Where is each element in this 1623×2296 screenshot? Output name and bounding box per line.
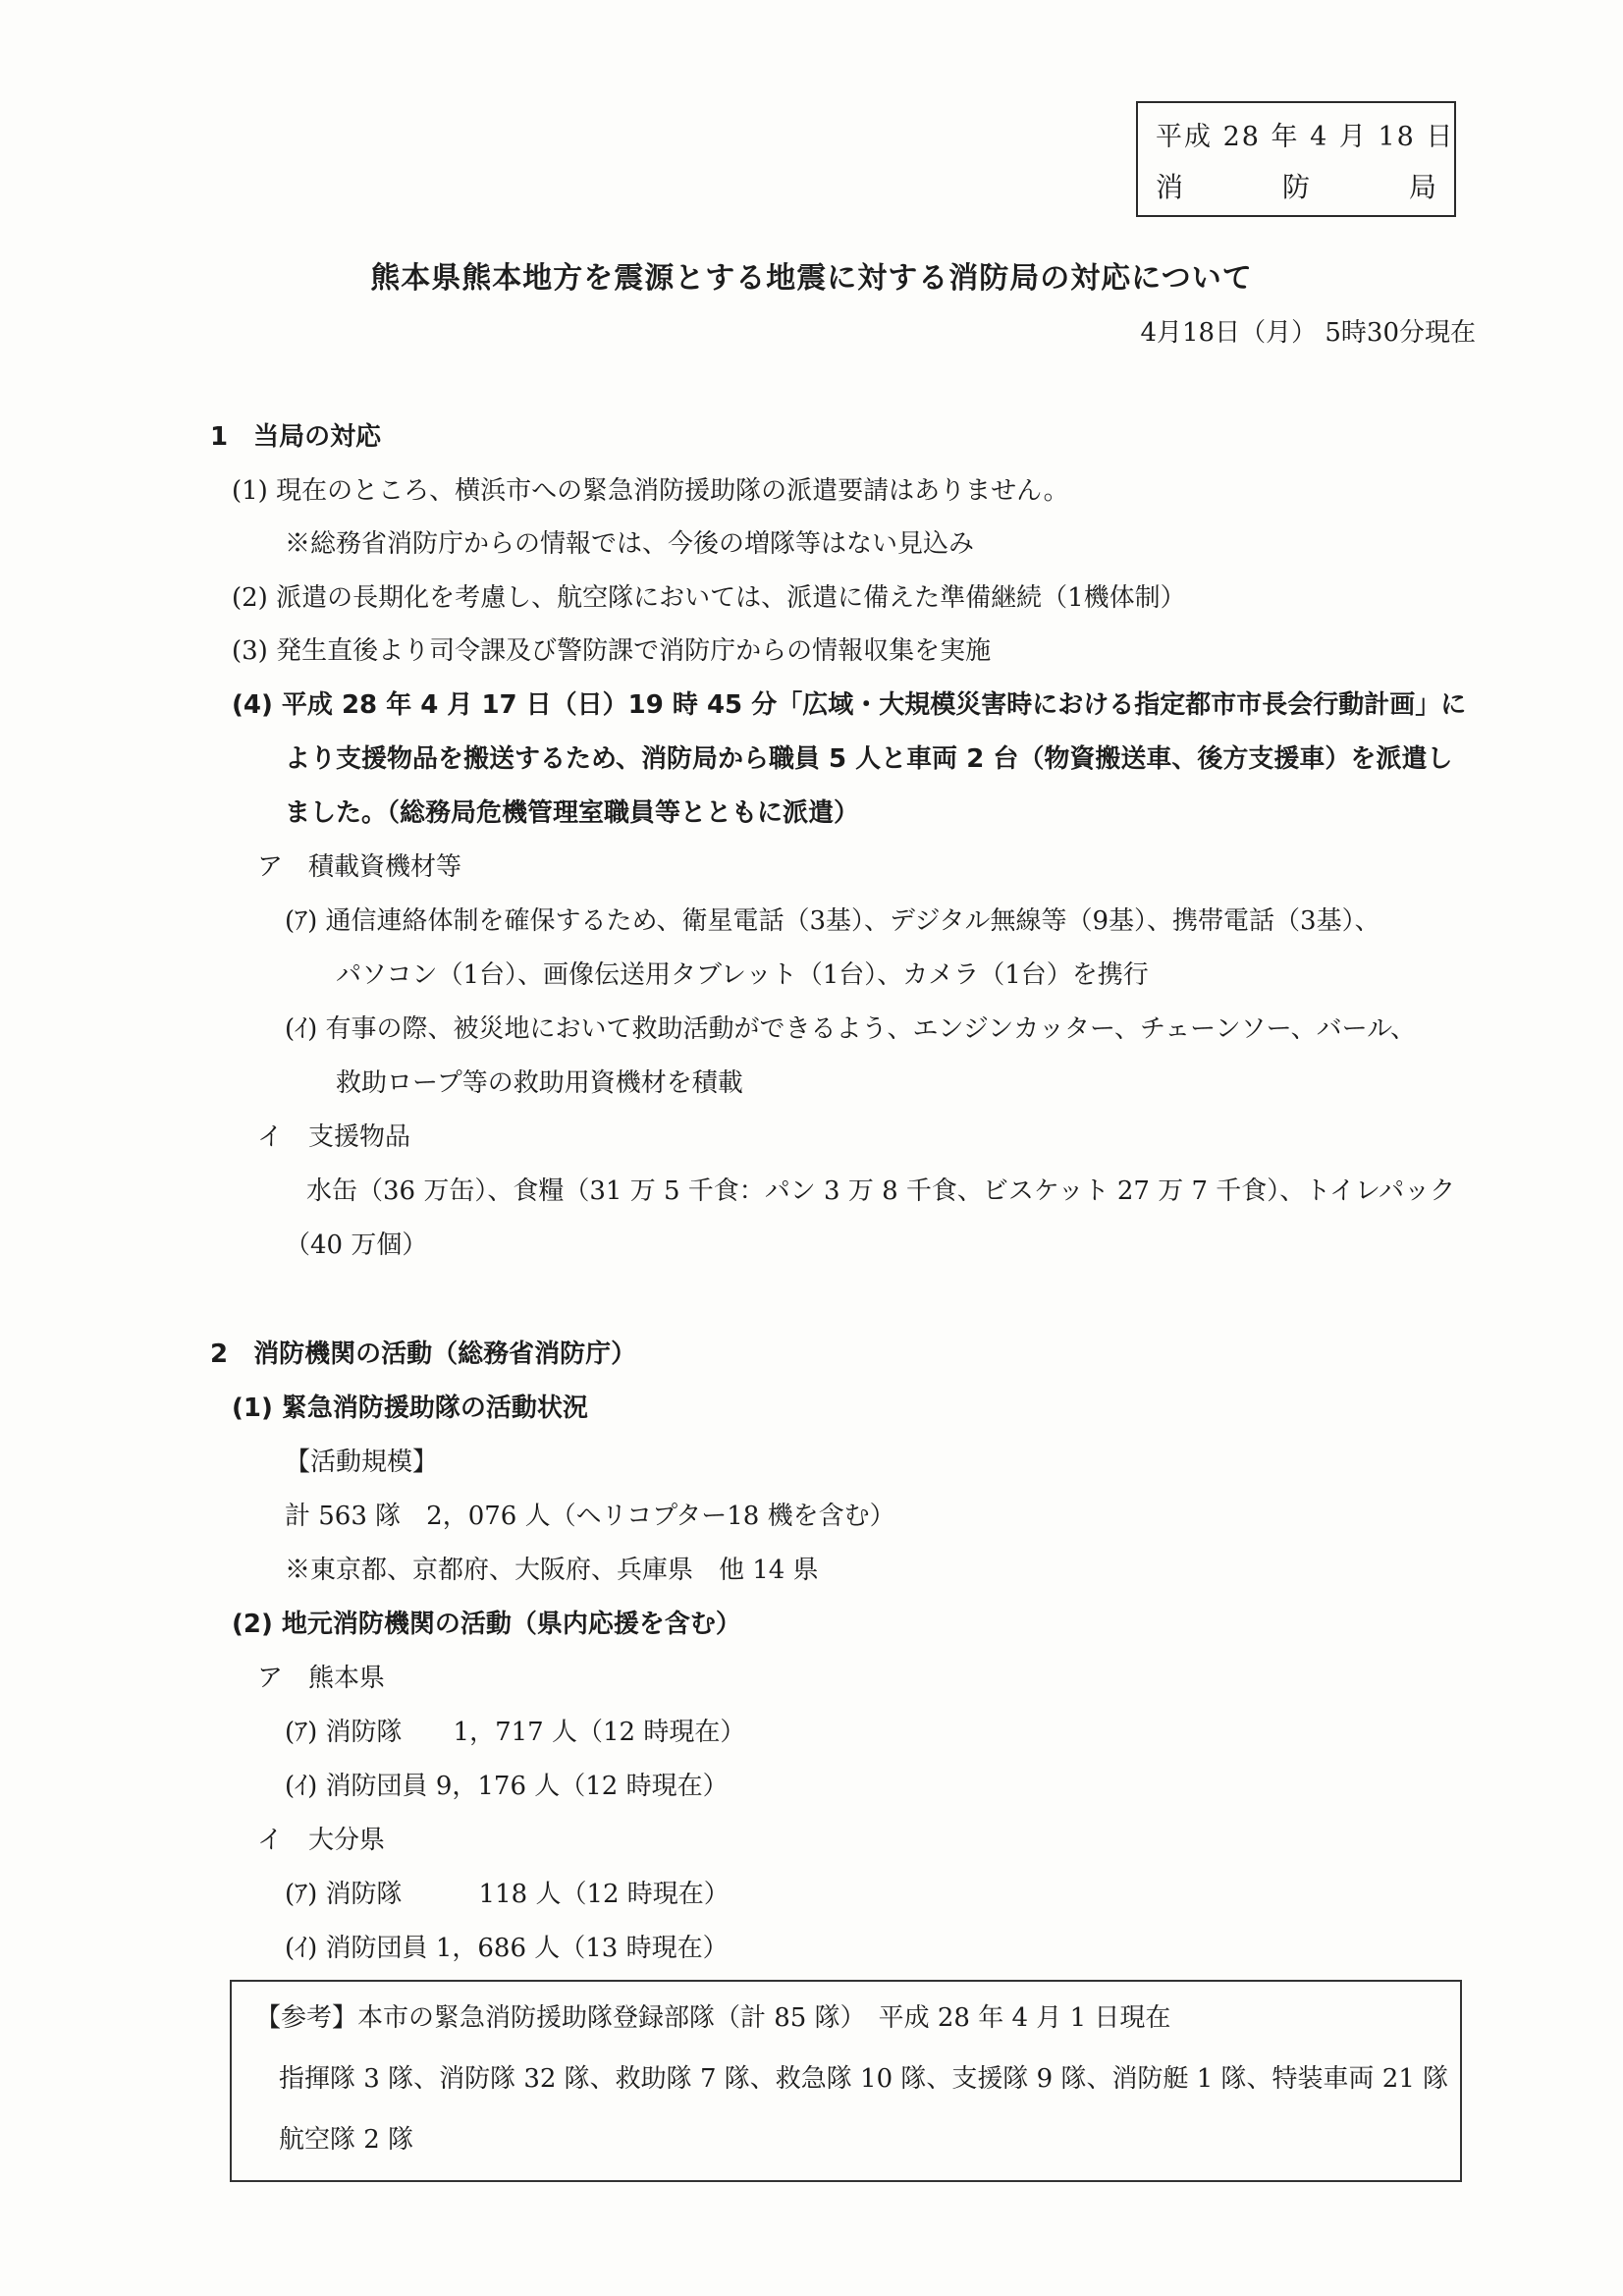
reference-line2: 指揮隊 3 隊、消防隊 32 隊、救助隊 7 隊、救急隊 10 隊、支援隊 9 隊、消防艇 1 隊、特装車両 21 隊 bbox=[279, 2064, 1449, 2094]
section1-item1-note: ※総務省消防庁からの情報では、今後の増隊等はない見込み bbox=[285, 529, 975, 559]
section1-item2: (2) 派遣の長期化を考慮し、航空隊においては、派遣に備えた準備継続（1機体制） bbox=[232, 583, 1186, 613]
document-title: 熊本県熊本地方を震源とする地震に対する消防局の対応について bbox=[370, 261, 1253, 296]
subsection-a-item2-line2: 救助ロープ等の救助用資機材を積載 bbox=[336, 1068, 743, 1098]
subsection-a-item2-line1: (ｲ) 有事の際、被災地において救助活動ができるよう、エンジンカッター、チェーンソー、バール、 bbox=[285, 1014, 1417, 1044]
kumamoto-fire-brigade: (ｱ) 消防隊 1，717 人（12 時現在） bbox=[285, 1718, 746, 1747]
section1-heading: 1 当局の対応 bbox=[210, 422, 382, 452]
kumamoto-fire-volunteers: (ｲ) 消防団員 9，176 人（12 時現在） bbox=[285, 1772, 729, 1801]
section1-item4-line2: より支援物品を搬送するため、消防局から職員 5 人と車両 2 台（物資搬送車、後方支援車）を派遣し bbox=[285, 744, 1453, 774]
section1-item4-line1: (4) 平成 28 年 4 月 17 日（日）19 時 45 分「広域・大規模災害時における指定都市市長会行動計画」に bbox=[232, 690, 1467, 720]
section2-heading: 2 消防機関の活動（総務省消防庁） bbox=[210, 1339, 637, 1369]
issue-date: 平成 28 年 4 月 18 日 bbox=[1156, 122, 1455, 152]
support-goods-line1: 水缶（36 万缶）、食糧（31 万 5 千食：パン 3 万 8 千食、ビスケット 27 万 7 千食）、トイレパック bbox=[306, 1176, 1456, 1206]
subsection-b-heading: イ 支援物品 bbox=[257, 1122, 411, 1152]
support-goods-line2: （40 万個） bbox=[285, 1230, 428, 1260]
as-of-timestamp: 4月18日（月） 5時30分現在 bbox=[1140, 318, 1476, 348]
date-department-box bbox=[1136, 101, 1456, 217]
oita-fire-brigade: (ｱ) 消防隊 118 人（12 時現在） bbox=[285, 1880, 730, 1909]
oita-heading: イ 大分県 bbox=[257, 1826, 386, 1855]
section2-item1: (1) 緊急消防援助隊の活動状況 bbox=[232, 1394, 588, 1423]
reference-box bbox=[230, 1980, 1462, 2182]
reference-line1: 【参考】本市の緊急消防援助隊登録部隊（計 85 隊） 平成 28 年 4 月 1 日現在 bbox=[255, 2003, 1171, 2033]
department-name bbox=[1156, 166, 1436, 205]
department-char: 局 bbox=[1408, 171, 1436, 203]
oita-fire-volunteers: (ｲ) 消防団員 1，686 人（13 時現在） bbox=[285, 1934, 729, 1963]
department-char: 防 bbox=[1281, 171, 1310, 203]
department-char: 消 bbox=[1156, 171, 1184, 203]
section1-item3: (3) 発生直後より司令課及び警防課で消防庁からの情報収集を実施 bbox=[232, 636, 992, 666]
subsection-a-item1-line2: パソコン（1台）、画像伝送用タブレット（1台）、カメラ（1台）を携行 bbox=[336, 960, 1149, 990]
activity-scale-note: ※東京都、京都府、大阪府、兵庫県 他 14 県 bbox=[285, 1556, 819, 1585]
reference-line3: 航空隊 2 隊 bbox=[279, 2125, 414, 2155]
section2-item2: (2) 地元消防機関の活動（県内応援を含む） bbox=[232, 1610, 741, 1639]
subsection-a-heading: ア 積載資機材等 bbox=[257, 852, 462, 882]
activity-scale-total: 計 563 隊 2，076 人（ヘリコプター18 機を含む） bbox=[285, 1502, 895, 1531]
kumamoto-heading: ア 熊本県 bbox=[257, 1664, 386, 1693]
section1-item4-line3: ました。（総務局危機管理室職員等とともに派遣） bbox=[285, 798, 860, 828]
subsection-a-item1-line1: (ｱ) 通信連絡体制を確保するため、衛星電話（3基）、デジタル無線等（9基）、携帯電話（3基）、 bbox=[285, 906, 1380, 936]
section1-item1: (1) 現在のところ、横浜市への緊急消防援助隊の派遣要請はありません。 bbox=[232, 476, 1069, 506]
activity-scale-label: 【活動規模】 bbox=[285, 1448, 439, 1477]
